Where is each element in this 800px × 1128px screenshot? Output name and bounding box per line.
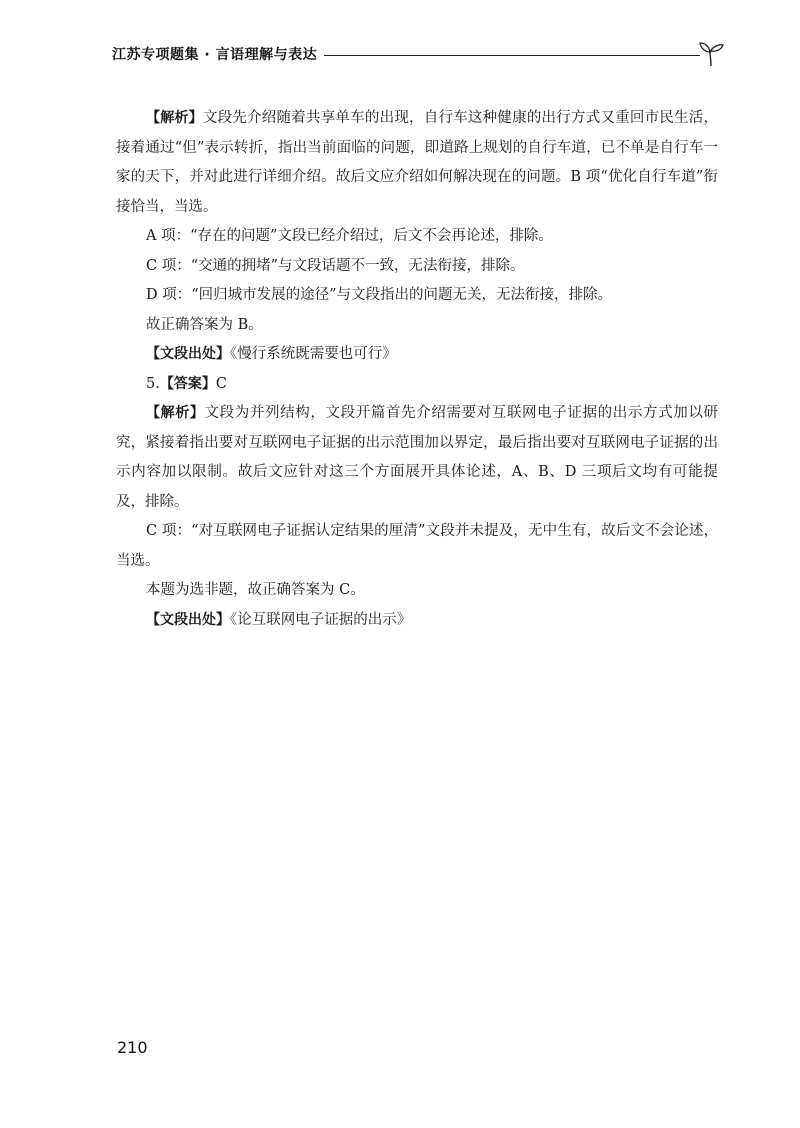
answer-conclusion: 故正确答案为 B。 <box>146 316 263 333</box>
analysis-paragraph <box>116 104 718 222</box>
source-line <box>116 340 718 370</box>
option-c-note: C 项：“对互联网电子证据认定结果的厘清”文段并未提及，无中生有，故后文不会论述，当选。 <box>116 523 718 569</box>
running-header <box>112 38 722 68</box>
header-title: 江苏专项题集 · 言语理解与表达 <box>112 47 318 63</box>
answer-explanations <box>116 104 718 635</box>
analysis-text: 文段为并列结构，文段开篇首先介绍需要对互联网电子证据的出示方式加以研究，紧接着指出要对互联网电子证据的出示范围加以界定，最后指出要对互联网电子证据的出示内容加以限制。故后文应针对这三个方面展开具体论述，A、B、D 三项后文均有可能提及，排除。 <box>116 405 719 510</box>
page-number: 210 <box>117 1038 148 1057</box>
analysis-tag: 【解析】 <box>146 405 205 421</box>
source-title: 《论互联网电子证据的出示》 <box>230 611 412 628</box>
analysis-text: 文段先介绍随着共享单车的出现，自行车这种健康的出行方式又重回市民生活，接着通过“但”表示转折，指出当前面临的问题，即道路上规划的自行车道，已不单是自行车一家的天下，并对此进行详细介绍。故后文应介绍如何解决现在的问题。B 项“优化自行车道”衔接恰当，当选。 <box>116 110 719 215</box>
option-c-note: C 项：“交通的拥堵”与文段话题不一致，无法衔接，排除。 <box>146 257 525 274</box>
source-tag: 【文段出处】 <box>146 611 230 628</box>
option-d-note: D 项：“回归城市发展的途径”与文段指出的问题无关，无法衔接，排除。 <box>146 287 613 303</box>
answer-tag: 【答案】 <box>159 375 216 392</box>
source-tag: 【文段出处】 <box>146 346 230 362</box>
option-a-note: A 项：“存在的问题”文段已经介绍过，后文不会再论述，排除。 <box>146 228 553 244</box>
analysis-paragraph <box>116 399 718 517</box>
answer-line <box>116 370 718 400</box>
source-line <box>116 606 718 636</box>
answer-letter: C <box>215 375 227 392</box>
answer-conclusion: 本题为选非题，故正确答案为 C。 <box>146 582 365 598</box>
question-number: 5. <box>146 375 160 392</box>
header-rule <box>324 55 700 56</box>
analysis-tag: 【解析】 <box>146 110 203 126</box>
sprout-icon <box>696 38 726 68</box>
source-title: 《慢行系统既需要也可行》 <box>230 346 397 362</box>
